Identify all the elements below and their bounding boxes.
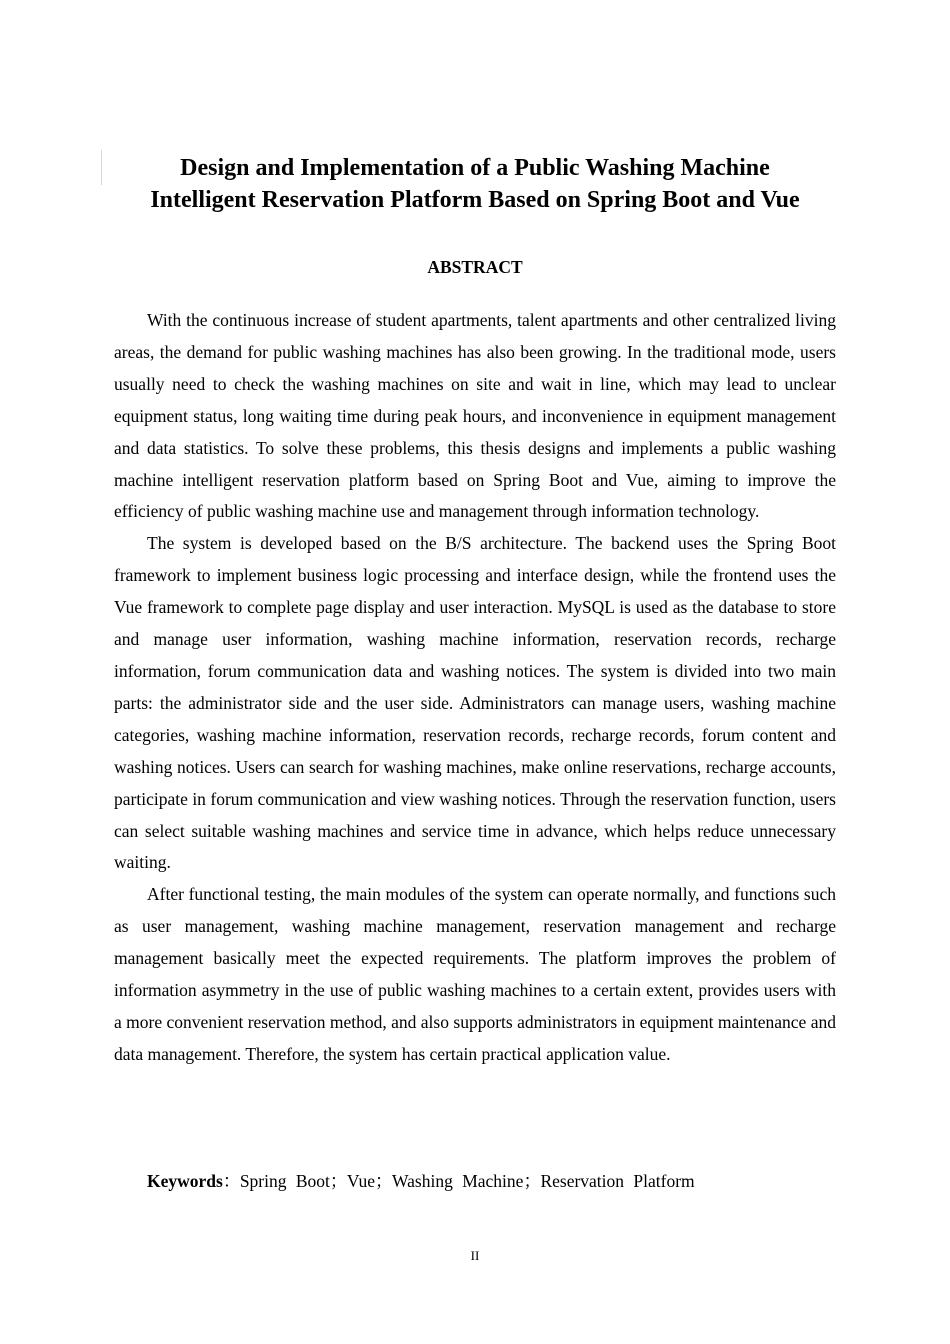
page-number: II [470,1248,480,1263]
keywords-line [147,1167,847,1195]
keyword-item: Washing Machine [392,1171,524,1191]
keywords-colon: ： [222,1171,241,1191]
thesis-title [90,152,860,216]
keyword-item: Vue [346,1171,376,1191]
keyword-separator: ； [375,1171,393,1191]
thesis-title-line-1: Design and Implementation of a Public Washing Machine [180,155,770,181]
keyword-item: Spring Boot [239,1171,330,1191]
abstract-heading: ABSTRACT [427,257,523,277]
abstract-body [114,305,836,1071]
keyword-separator: ； [523,1171,541,1191]
keywords-label: Keywords [147,1171,223,1191]
abstract-paragraph-1: With the continuous increase of student apartments, talent apartments and other centralized living areas, the demand for public washing machines has also been growing. In the traditional mode, users usually need to check the washing machines on site and wait in line, which may lead to unclear equipment status, long waiting time during peak hours, and inconvenience in equipment management and data statistics. To solve these problems, this thesis designs and implements a public washing machine intelligent reservation platform based on Spring Boot and Vue, aiming to improve the efficiency of public washing machine use and management through information technology. [114,310,836,522]
keyword-separator: ； [329,1171,348,1191]
keyword-item: Reservation Platform [540,1171,695,1191]
abstract-paragraph-2: The system is developed based on the B/S architecture. The backend uses the Spring Boot framework to implement business logic processing and interface design, while the frontend uses the Vue framework to complete page display and user interaction. MySQL is used as the database to store and manage user information, washing machine information, reservation records, recharge information, forum communication data and washing notices. The system is divided into two main parts: the administrator side and the user side. Administrators can manage users, washing machine categories, washing machine information, reservation records, recharge records, forum content and washing notices. Users can search for washing machines, make online reservations, recharge accounts, participate in forum communication and view washing notices. Through the reservation function, users can select suitable washing machines and service time in advance, which helps reduce unnecessary waiting. [114,533,836,873]
thesis-title-line-2: Intelligent Reservation Platform Based on Spring Boot and Vue [150,187,800,213]
abstract-paragraph-3: After functional testing, the main modules of the system can operate normally, and functions such as user management, washing machine management, reservation management and recharge management basically meet the expected requirements. The platform improves the problem of information asymmetry in the use of public washing machines to a certain extent, provides users with a more convenient reservation method, and also supports administrators in equipment maintenance and data management. Therefore, the system has certain practical application value. [114,884,836,1064]
